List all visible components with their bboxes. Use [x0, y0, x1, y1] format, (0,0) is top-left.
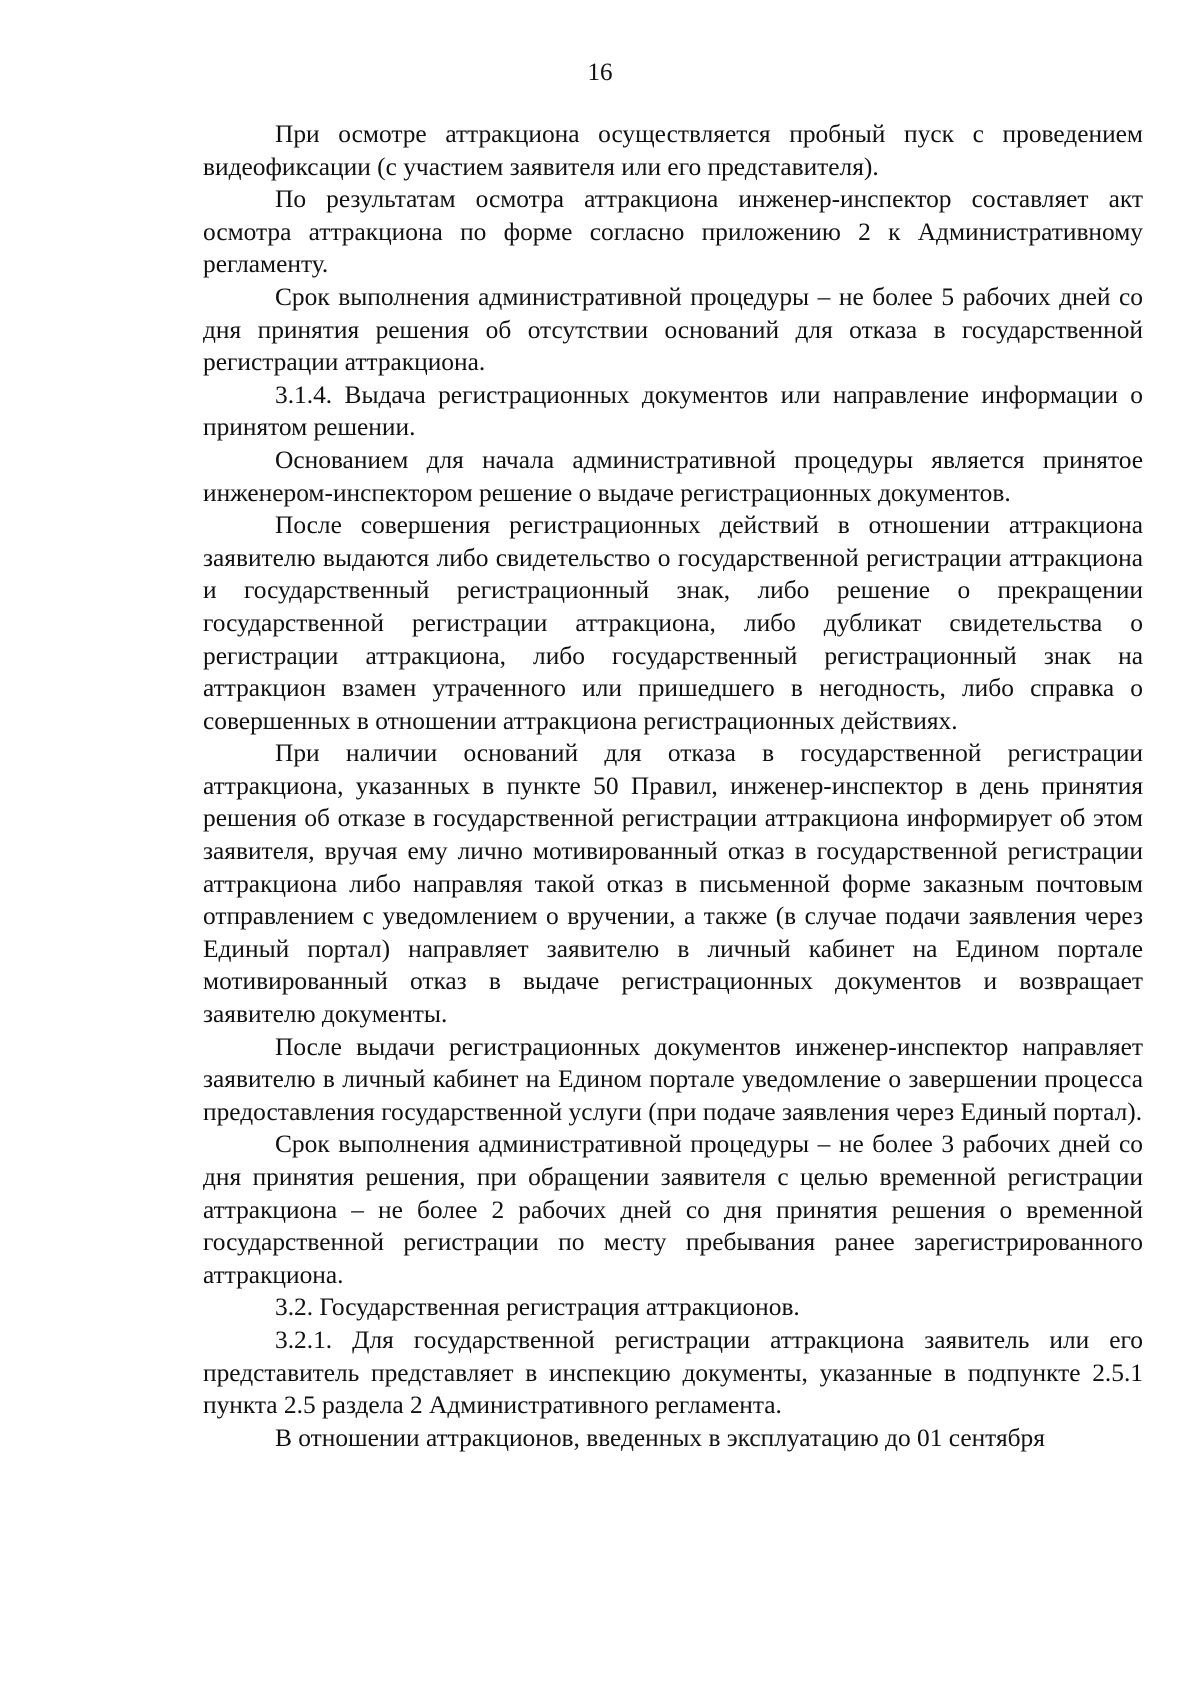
paragraph: После выдачи регистрационных документов инженер-инспектор направляет заявителю в личный кабинет на Едином портале уведомление о завершении процесса предоставления государственной услуги (при подаче заявления через Единый портал).: [203, 1032, 1143, 1126]
paragraph: При наличии оснований для отказа в государственной регистрации аттракциона, указанных в пункте 50 Правил, инженер-инспектор в день принятия решения об отказе в государственной регистрации аттракциона информирует об этом заявителя, вручая ему лично мотивированный отказ в государственной регистрации аттракциона либо направляя такой отказ в письменной форме заказным почтовым отправлением с уведомлением о вручении, а также (в случае подачи заявления через Единый портал) направляет заявителю в личный кабинет на Едином портале мотивированный отказ в выдаче регистрационных документов и возвращает заявителю документы.: [203, 739, 1143, 1029]
paragraph: Срок выполнения административной процедуры – не более 3 рабочих дней со дня принятия решения, при обращении заявителя с целью временной регистрации аттракциона – не более 2 рабочих дней со дня принятия решения о временной государственной регистрации по месту пребывания ранее зарегистрированного аттракциона.: [203, 1130, 1143, 1289]
paragraph: Основанием для начала административной процедуры является принятое инженером-инспектором решение о выдаче регистрационных документов.: [203, 445, 1143, 507]
section-heading: 3.1.4. Выдача регистрационных документов или направление информации о принятом решении.: [203, 380, 1143, 442]
page-number: 16: [587, 59, 613, 86]
section-heading: 3.2. Государственная регистрация аттракционов.: [275, 1293, 800, 1322]
paragraph: По результатам осмотра аттракциона инженер-инспектор составляет акт осмотра аттракциона по форме согласно приложению 2 к Административному регламенту.: [203, 185, 1143, 279]
paragraph: 3.2.1. Для государственной регистрации аттракциона заявитель или его представитель представляет в инспекцию документы, указанные в подпункте 2.5.1 пункта 2.5 раздела 2 Административного регламента.: [203, 1325, 1143, 1420]
paragraph: Срок выполнения административной процедуры – не более 5 рабочих дней со дня принятия решения об отсутствии оснований для отказа в государственной регистрации аттракциона.: [203, 282, 1143, 377]
paragraph: В отношении аттракционов, введенных в эксплуатацию до 01 сентября: [275, 1423, 1045, 1452]
document-body: [203, 118, 1143, 1454]
paragraph: При осмотре аттракциона осуществляется пробный пуск с проведением видеофиксации (с участием заявителя или его представителя).: [203, 120, 1143, 181]
paragraph: После совершения регистрационных действий в отношении аттракциона заявителю выдаются либо свидетельство о государственной регистрации аттракциона и государственный регистрационный знак, либо решение о прекращении государственной регистрации аттракциона, либо дубликат свидетельства о регистрации аттракциона, либо государственный регистрационный знак на аттракцион взамен утраченного или пришедшего в негодность, либо справка о совершенных в отношении аттракциона регистрационных действиях.: [203, 511, 1143, 735]
